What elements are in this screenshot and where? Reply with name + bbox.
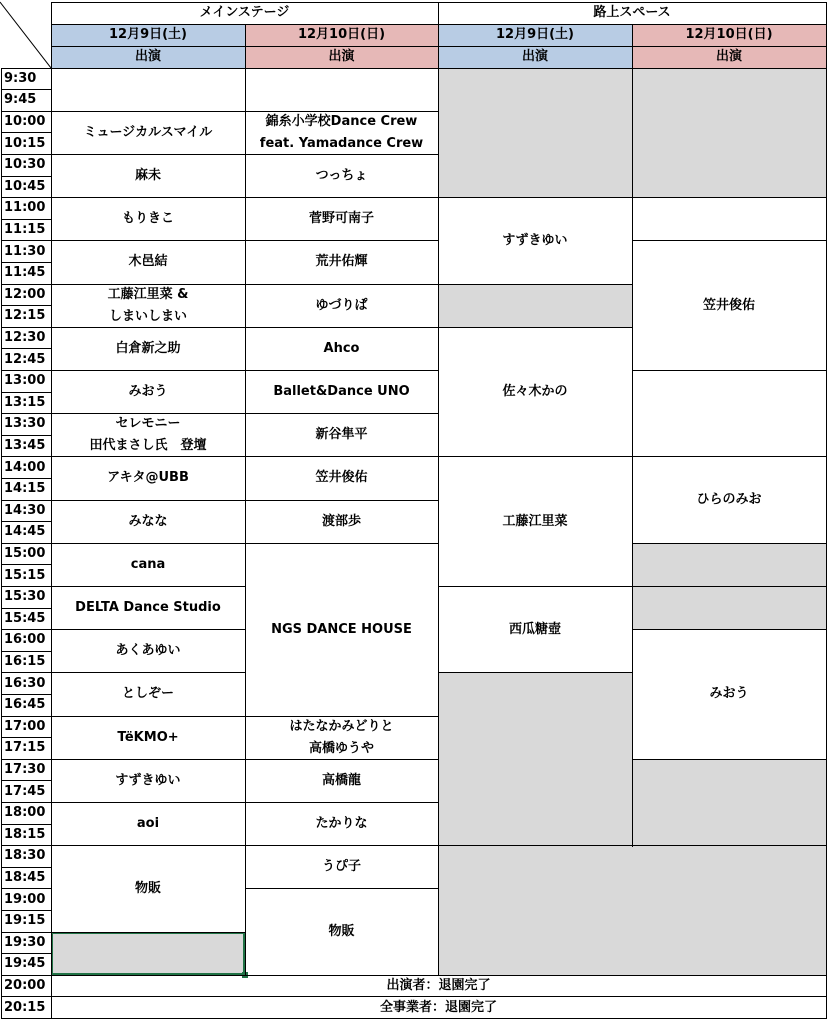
performer-slot[interactable]: cana bbox=[130, 556, 166, 572]
grid-line bbox=[245, 716, 439, 717]
time-label: 10:30 bbox=[4, 157, 46, 173]
performer-slot[interactable]: すずきゆい bbox=[502, 232, 568, 248]
date-header: 12月9日(土) bbox=[51, 24, 245, 46]
time-label: 12:15 bbox=[4, 308, 46, 324]
empty-slot[interactable] bbox=[438, 68, 632, 198]
performer-slot[interactable]: 渡部歩 bbox=[321, 513, 361, 529]
grid-line bbox=[245, 456, 439, 457]
grid-line bbox=[1, 240, 52, 241]
time-label: 14:15 bbox=[4, 481, 46, 497]
grid-line bbox=[51, 240, 246, 241]
grid-line bbox=[632, 845, 827, 846]
performer-slot[interactable]: としぞー bbox=[121, 686, 174, 702]
empty-slot[interactable] bbox=[438, 284, 632, 327]
grid-line bbox=[1, 413, 52, 414]
grid-line bbox=[632, 629, 827, 630]
time-label: 11:30 bbox=[4, 243, 46, 259]
grid-line bbox=[1, 305, 52, 306]
grid-line bbox=[245, 327, 439, 328]
grid-line bbox=[51, 932, 246, 933]
time-label: 10:45 bbox=[4, 178, 46, 194]
grid-line bbox=[632, 543, 827, 544]
grid-line bbox=[438, 284, 633, 285]
grid-line bbox=[1, 608, 52, 609]
grid-line bbox=[1, 370, 52, 371]
time-label: 18:00 bbox=[4, 805, 46, 821]
performers-label: 出演 bbox=[438, 46, 632, 68]
grid-line bbox=[245, 500, 439, 501]
grid-line bbox=[632, 240, 827, 241]
grid-line bbox=[1, 219, 52, 220]
closing-note: 全事業者：退園完了 bbox=[379, 999, 497, 1015]
performer-slot[interactable]: 西瓜糖壺 bbox=[508, 621, 561, 637]
grid-line bbox=[438, 197, 633, 198]
time-label: 15:45 bbox=[4, 610, 46, 626]
performer-slot[interactable]: みおう bbox=[128, 383, 168, 399]
performer-slot[interactable]: 荒井佑輝 bbox=[315, 254, 368, 270]
grid-line bbox=[1, 975, 52, 976]
grid-line bbox=[245, 154, 439, 155]
grid-line bbox=[632, 197, 827, 198]
time-label: 18:30 bbox=[4, 848, 46, 864]
grid-line bbox=[1, 176, 52, 177]
performer-slot[interactable]: 麻未 bbox=[134, 167, 161, 183]
performer-slot[interactable]: はたなかみどりと 高橋ゆうや bbox=[289, 718, 394, 756]
grid-line bbox=[1, 262, 52, 263]
grid-line bbox=[51, 413, 246, 414]
grid-line bbox=[245, 111, 439, 112]
grid-line bbox=[826, 2, 827, 1019]
time-label: 20:15 bbox=[4, 999, 46, 1015]
corner-diagonal bbox=[0, 0, 51, 68]
grid-line bbox=[51, 2, 827, 3]
performer-slot[interactable]: みおう bbox=[709, 686, 749, 702]
grid-line bbox=[1, 867, 52, 868]
performer-slot[interactable]: みなな bbox=[128, 513, 168, 529]
performer-slot[interactable]: あくあゆい bbox=[115, 643, 181, 659]
grid-line bbox=[51, 46, 827, 47]
grid-line bbox=[1, 716, 52, 717]
grid-line bbox=[51, 629, 246, 630]
performer-slot[interactable]: すずきゆい bbox=[115, 772, 181, 788]
time-label: 14:00 bbox=[4, 459, 46, 475]
time-label: 17:30 bbox=[4, 761, 46, 777]
performer-slot[interactable]: うぴ子 bbox=[321, 859, 361, 875]
time-label: 16:45 bbox=[4, 697, 46, 713]
street-space-header: 路上スペース bbox=[593, 5, 671, 20]
empty-slot[interactable] bbox=[438, 846, 826, 976]
empty-slot[interactable] bbox=[245, 68, 438, 111]
time-label: 10:00 bbox=[4, 113, 46, 129]
grid-line bbox=[51, 154, 246, 155]
grid-line bbox=[245, 888, 439, 889]
empty-slot[interactable] bbox=[632, 370, 826, 456]
performer-slot[interactable]: アキタ@UBB bbox=[107, 470, 189, 486]
time-label: 11:45 bbox=[4, 265, 46, 281]
grid-line bbox=[51, 370, 246, 371]
empty-slot[interactable] bbox=[632, 759, 826, 845]
empty-slot[interactable] bbox=[438, 673, 632, 846]
performer-slot[interactable]: 錦糸小学校Dance Crew feat. Yamadance Crew bbox=[259, 113, 424, 151]
grid-line bbox=[438, 586, 633, 587]
grid-line bbox=[51, 586, 246, 587]
grid-line bbox=[1, 197, 52, 198]
time-label: 13:15 bbox=[4, 394, 46, 410]
performer-slot[interactable]: 木邑結 bbox=[128, 254, 168, 270]
empty-slot[interactable] bbox=[51, 68, 245, 111]
grid-line bbox=[1, 564, 52, 565]
grid-line bbox=[1, 932, 52, 933]
grid-line bbox=[51, 456, 246, 457]
time-label: 20:00 bbox=[4, 977, 46, 993]
time-label: 12:45 bbox=[4, 351, 46, 367]
empty-slot[interactable] bbox=[632, 68, 826, 198]
grid-line bbox=[1, 1018, 827, 1019]
time-label: 14:45 bbox=[4, 524, 46, 540]
grid-line bbox=[438, 327, 633, 328]
performer-slot[interactable]: 高橋龍 bbox=[321, 772, 361, 788]
time-label: 9:30 bbox=[4, 70, 37, 86]
grid-line bbox=[1, 759, 52, 760]
grid-line bbox=[245, 845, 439, 846]
grid-line bbox=[1, 845, 52, 846]
performer-slot[interactable]: もりきこ bbox=[121, 211, 174, 227]
time-label: 17:45 bbox=[4, 783, 46, 799]
date-header: 12月10日(日) bbox=[245, 24, 438, 46]
performer-slot[interactable]: セレモニー 田代まさし氏 登壇 bbox=[89, 416, 207, 454]
time-label: 13:45 bbox=[4, 437, 46, 453]
grid-line bbox=[51, 500, 246, 501]
grid-line bbox=[51, 284, 246, 285]
grid-line bbox=[1, 132, 52, 133]
time-label: 15:30 bbox=[4, 589, 46, 605]
performers-label: 出演 bbox=[245, 46, 438, 68]
time-label: 17:00 bbox=[4, 718, 46, 734]
time-label: 18:15 bbox=[4, 826, 46, 842]
grid-line bbox=[1, 694, 52, 695]
time-label: 13:00 bbox=[4, 373, 46, 389]
performer-slot[interactable]: DELTA Dance Studio bbox=[75, 599, 221, 615]
grid-line bbox=[51, 111, 246, 112]
time-label: 14:30 bbox=[4, 502, 46, 518]
grid-line bbox=[438, 2, 439, 976]
grid-line bbox=[1, 521, 52, 522]
performer-slot[interactable]: 工藤江里菜 bbox=[502, 513, 568, 529]
performer-slot[interactable]: TëKMO+ bbox=[117, 729, 179, 745]
grid-line bbox=[1, 824, 52, 825]
grid-line bbox=[1, 586, 52, 587]
grid-line bbox=[51, 672, 246, 673]
grid-line bbox=[51, 2, 52, 1019]
grid-line bbox=[51, 327, 246, 328]
time-label: 12:30 bbox=[4, 329, 46, 345]
grid-line bbox=[1, 111, 52, 112]
performer-slot[interactable]: aoi bbox=[136, 815, 160, 831]
grid-line bbox=[51, 802, 246, 803]
grid-line bbox=[1, 500, 52, 501]
performer-slot[interactable]: 佐々木かの bbox=[502, 383, 568, 399]
performer-slot[interactable]: ゆづりぱ bbox=[315, 297, 368, 313]
time-label: 19:15 bbox=[4, 913, 46, 929]
time-label: 11:15 bbox=[4, 221, 46, 237]
time-label: 16:30 bbox=[4, 675, 46, 691]
grid-line bbox=[1, 802, 52, 803]
grid-line bbox=[245, 759, 439, 760]
grid-line bbox=[245, 413, 439, 414]
grid-line bbox=[1, 392, 52, 393]
empty-slot[interactable] bbox=[632, 198, 826, 241]
time-label: 19:30 bbox=[4, 934, 46, 950]
grid-line bbox=[1, 348, 52, 349]
grid-line bbox=[51, 543, 246, 544]
performer-slot[interactable]: 物販 bbox=[328, 923, 355, 939]
grid-line bbox=[1, 543, 52, 544]
grid-line bbox=[51, 24, 827, 25]
grid-line bbox=[51, 975, 827, 976]
grid-line bbox=[1, 953, 52, 954]
grid-line bbox=[1, 478, 52, 479]
grid-line bbox=[245, 802, 439, 803]
performer-slot[interactable]: ミュージカルスマイル bbox=[83, 124, 213, 140]
grid-line bbox=[51, 845, 246, 846]
performers-label: 出演 bbox=[51, 46, 245, 68]
grid-line bbox=[51, 996, 827, 997]
grid-line bbox=[1, 89, 52, 90]
time-label: 12:00 bbox=[4, 286, 46, 302]
grid-line bbox=[51, 197, 246, 198]
grid-line bbox=[1, 68, 827, 69]
performer-slot[interactable]: つっちょ bbox=[315, 167, 368, 183]
time-label: 15:00 bbox=[4, 545, 46, 561]
grid-line bbox=[438, 672, 633, 673]
time-label: 16:00 bbox=[4, 632, 46, 648]
time-label: 19:00 bbox=[4, 891, 46, 907]
grid-line bbox=[1, 154, 52, 155]
grid-line bbox=[245, 543, 439, 544]
empty-slot[interactable] bbox=[632, 586, 826, 629]
grid-line bbox=[1, 672, 52, 673]
performer-slot[interactable]: 工藤江里菜 & しまいしまい bbox=[107, 286, 189, 324]
performer-slot[interactable]: 笠井俊佑 bbox=[315, 470, 368, 486]
grid-line bbox=[1, 910, 52, 911]
date-header: 12月9日(土) bbox=[438, 24, 632, 46]
grid-line bbox=[245, 24, 246, 976]
time-label: 10:15 bbox=[4, 135, 46, 151]
grid-line bbox=[1, 888, 52, 889]
grid-line bbox=[1, 780, 52, 781]
grid-line bbox=[245, 240, 439, 241]
grid-line bbox=[632, 370, 827, 371]
grid-line bbox=[632, 456, 827, 457]
grid-line bbox=[1, 737, 52, 738]
grid-line bbox=[51, 716, 246, 717]
grid-line bbox=[1, 68, 2, 1019]
main-stage-header: メインステージ bbox=[199, 5, 290, 20]
grid-line bbox=[51, 759, 246, 760]
grid-line bbox=[245, 197, 439, 198]
time-label: 18:45 bbox=[4, 869, 46, 885]
grid-line bbox=[1, 629, 52, 630]
performer-slot[interactable]: ひらのみお bbox=[696, 491, 762, 507]
date-header: 12月10日(日) bbox=[632, 24, 826, 46]
performer-slot[interactable]: たかりな bbox=[315, 815, 368, 831]
time-label: 15:15 bbox=[4, 567, 46, 583]
time-label: 13:30 bbox=[4, 416, 46, 432]
performer-slot[interactable]: NGS DANCE HOUSE bbox=[271, 621, 412, 637]
grid-line bbox=[245, 370, 439, 371]
grid-line bbox=[632, 24, 633, 847]
time-label: 11:00 bbox=[4, 200, 46, 216]
performer-slot[interactable]: 白倉新之助 bbox=[115, 340, 181, 356]
performer-slot[interactable]: 物販 bbox=[134, 880, 161, 896]
grid-line bbox=[1, 651, 52, 652]
performer-slot[interactable]: 笠井俊佑 bbox=[702, 297, 755, 313]
grid-line bbox=[245, 284, 439, 285]
grid-line bbox=[1, 435, 52, 436]
time-label: 9:45 bbox=[4, 92, 37, 108]
performer-slot[interactable]: 新谷隼平 bbox=[315, 427, 368, 443]
time-label: 19:45 bbox=[4, 956, 46, 972]
performer-slot[interactable]: Ballet&Dance UNO bbox=[273, 383, 410, 399]
grid-line bbox=[1, 327, 52, 328]
empty-slot[interactable] bbox=[51, 932, 245, 975]
performer-slot[interactable]: Ahco bbox=[323, 340, 360, 356]
grid-line bbox=[1, 456, 52, 457]
grid-line bbox=[438, 845, 633, 846]
grid-line bbox=[438, 456, 633, 457]
grid-line bbox=[632, 586, 827, 587]
closing-note: 出演者：退園完了 bbox=[386, 977, 491, 993]
time-label: 17:15 bbox=[4, 740, 46, 756]
grid-line bbox=[1, 996, 52, 997]
empty-slot[interactable] bbox=[632, 543, 826, 586]
grid-line bbox=[632, 759, 827, 760]
time-label: 16:15 bbox=[4, 653, 46, 669]
performers-label: 出演 bbox=[632, 46, 826, 68]
performer-slot[interactable]: 菅野可南子 bbox=[308, 211, 374, 227]
grid-line bbox=[1, 284, 52, 285]
